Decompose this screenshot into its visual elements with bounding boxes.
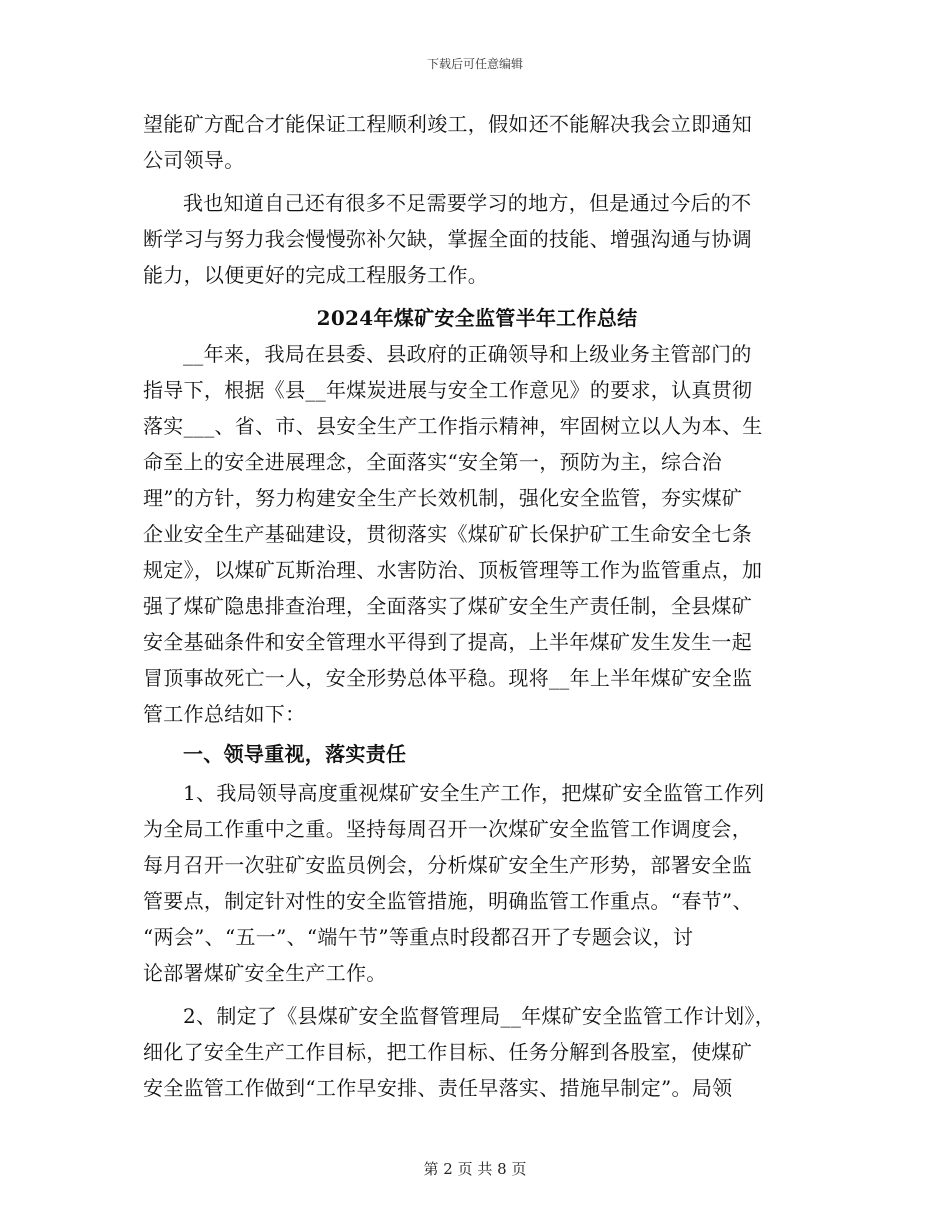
text-line: 理”的方针，努力构建安全生产长效机制，强化安全监管，夯实煤矿 [143,486,743,510]
text-line: 能力，以便更好的完成工程服务工作。 [143,263,489,287]
text-line: 1、我局领导高度重视煤矿安全生产工作，把煤矿安全监管工作列 [183,781,765,805]
text-line: 落实___、省、市、县安全生产工作指示精神，牢固树立以人为本、生 [143,414,763,438]
paragraph [143,775,811,991]
text-line: 规定》，以煤矿瓦斯治理、水害防治、顶板管理等工作为监管重点，加 [143,558,763,582]
text-line: 论部署煤矿安全生产工作。 [143,961,387,985]
paragraph [143,106,811,178]
text-line: 指导下，根据《县__年煤炭进展与安全工作意见》的要求，认真贯彻 [143,378,753,402]
text-line: “两会”、“五一”、“端午节”等重点时段都召开了专题会议，讨 [143,925,694,949]
paragraph [143,336,811,732]
text-line: 断学习与努力我会慢慢弥补欠缺，掌握全面的技能、增强沟通与协调 [143,227,752,251]
text-line: __年来，我局在县委、县政府的正确领导和上级业务主管部门的 [183,342,752,366]
page-header: 下载后可任意编辑 [426,57,523,71]
text-line: 强了煤矿隐患排查治理，全面落实了煤矿安全生产责任制，全县煤矿 [143,594,752,618]
text-line: 企业安全生产基础建设，贯彻落实《煤矿矿长保护矿工生命安全七条 [143,522,752,546]
text-line: 冒顶事故死亡一人，安全形势总体平稳。现将__年上半年煤矿安全监 [143,666,753,690]
text-line: 细化了安全生产工作目标，把工作目标、任务分解到各股室，使煤矿 [143,1040,752,1064]
text-line: 管要点，制定针对性的安全监管措施，明确监管工作重点。“春节”、 [143,889,753,913]
text-line: 2、制定了《县煤矿安全监督管理局__年煤矿安全监管工作计划》， [183,1004,776,1028]
paragraph [143,998,811,1106]
page-footer: 第 2 页 共 8 页 [423,1160,527,1178]
text-line: 望能矿方配合才能保证工程顺利竣工，假如还不能解决我会立即通知 [143,112,752,136]
section-heading: 一、领导重视，落实责任 [183,742,407,766]
text-line: 每月召开一次驻矿安监员例会，分析煤矿安全生产形势，部署安全监 [143,853,752,877]
text-line: 我也知道自己还有很多不足需要学习的地方，但是通过今后的不 [183,191,752,215]
text-line: 为全局工作重中之重。坚持每周召开一次煤矿安全监管工作调度会， [143,817,752,841]
document-body [143,106,811,1106]
text-line: 管工作总结如下： [143,702,306,726]
text-line: 公司领导。 [143,148,245,172]
text-line: 安全监管工作做到“工作早安排、责任早落实、措施早制定”。局领 [143,1076,733,1100]
paragraph [143,185,811,293]
document-title: 2024年煤矿安全监管半年工作总结 [316,306,638,330]
text-line: 安全基础条件和安全管理水平得到了提高，上半年煤矿发生发生一起 [143,630,752,654]
text-line: 命至上的安全进展理念，全面落实“安全第一，预防为主，综合治 [143,450,722,474]
